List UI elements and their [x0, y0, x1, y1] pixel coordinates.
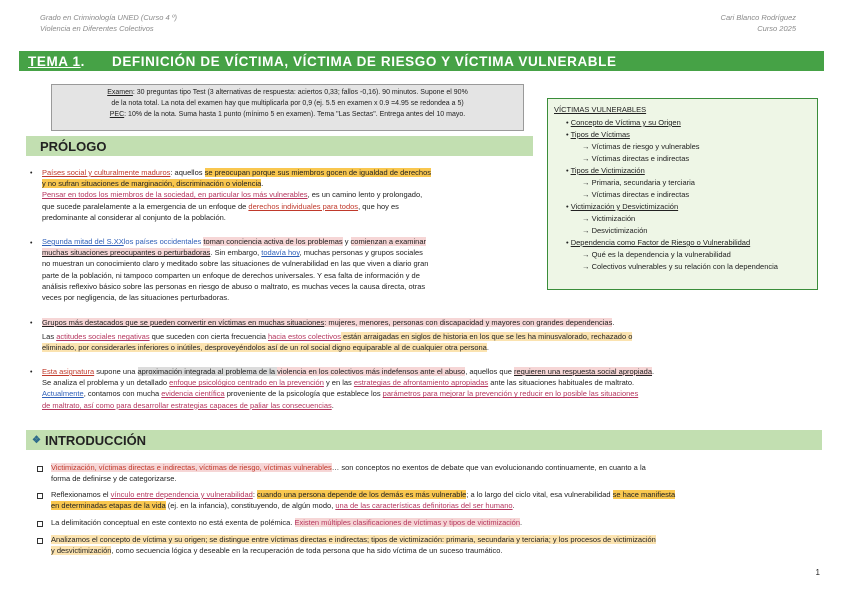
toc-subitem[interactable]: → Victimización	[582, 214, 636, 223]
exam-line-3: : 10% de la nota. Suma hasta 1 punto (mínimo 5 en examen). Tema "Las Sectas". Entrega antes del 10 mayo.	[124, 111, 466, 118]
exam-line-2: de la nota total. La nota del examen hay que multiplicarla por 0,9 (ej. 5.5 en examen x 0.9 =4.95 se redondea a 5)	[111, 100, 464, 107]
toc-item[interactable]: • Dependencia como Factor de Riesgo o Vulnerabilidad	[566, 238, 751, 247]
prologo-paragraph-2: Segunda mitad del S.XXlos países occidentales toman conciencia activa de los problemas y comienzan a examinar muchas situaciones preocupantes o perturbadoras. Sin embargo, todavía hoy, muchas personas y grupos sociales no muestran un conocimiento claro y meditado sobre las situaciones de vulnerabilidad en las que viven a diario gran parte de la población, ni tampoco comparten un enfoque de derechos universales. Y esa falta de información y de análisis reflexivo básico sobre las personas en riesgo de abuso o maltrato, es muchas veces la causa directa, otras veces por negligencia, de las situaciones perturbadoras.	[42, 237, 429, 303]
topic-title: DEFINICIÓN DE VÍCTIMA, VÍCTIMA DE RIESGO Y VÍCTIMA VULNERABLE	[111, 53, 617, 69]
square-bullet-icon	[37, 466, 43, 472]
section-heading-prologo: PRÓLOGO	[26, 136, 533, 156]
topic-title-bar	[19, 51, 824, 71]
square-bullet-icon	[37, 493, 43, 499]
toc-subitem[interactable]: → Qué es la dependencia y la vulnerabilidad	[582, 250, 731, 259]
subject-name: Violencia en Diferentes Colectivos	[40, 24, 154, 33]
bullet-dot: •	[30, 240, 33, 247]
toc-subitem[interactable]: → Víctimas de riesgo y vulnerables	[582, 142, 700, 151]
page-number: 1	[815, 568, 820, 577]
topic-dot: .	[80, 53, 85, 69]
square-bullet-icon	[37, 538, 43, 544]
toc-title: VÍCTIMAS VULNERABLES	[554, 105, 647, 114]
square-bullet-icon	[37, 521, 43, 527]
exam-label: Examen	[107, 89, 133, 96]
header-right	[721, 12, 796, 34]
toc-item[interactable]: • Victimización y Desvictimización	[566, 202, 679, 211]
diamond-bullet-icon: ❖	[32, 434, 41, 446]
toc-item[interactable]: • Tipos de Victimización	[566, 166, 645, 175]
table-of-contents	[547, 98, 818, 290]
intro-item-1: Victimización, víctimas directas e indirectas, víctimas de riesgo, víctimas vulnerables… son conceptos no exentos de debate que van evolucionando continuamente, en cuanto a la forma de definirse y de categorizarse.	[51, 463, 646, 484]
prologo-paragraph-4: Esta asignatura supone una aproximación integrada al problema de la violencia en los colectivos más indefensos ante el abuso, aquellos que requieren una respuesta social apropiada. Se analiza el problema y un detallado enfoque psicológico centrado en la prevención y en las estrategias de afrontamiento apropiadas ante las situaciones habituales de maltrato. Actualmente, contamos con mucha evidencia científica proveniente de la psicología que establece los parámetros para mejorar la prevención y reducir en lo posible las situaciones de maltrato, así como para desarrollar estrategias capaces de paliar las consecuencias.	[42, 367, 655, 410]
section-heading-introduccion: ❖ INTRODUCCIÓN	[26, 430, 822, 450]
intro-item-2: Reflexionamos el vínculo entre dependencia y vulnerabilidad: cuando una persona depende de los demás es más vulnerable; a lo largo del ciclo vital, esa vulnerabilidad se hace manifiesta en determinadas etapas de la vida (ej. en la infancia), constituyendo, de algún modo, una de las características definitorias del ser humano.	[51, 490, 676, 511]
header-left	[40, 12, 177, 34]
toc-item[interactable]: • Tipos de Víctimas	[566, 130, 630, 139]
toc-subitem[interactable]: → Primaria, secundaria y terciaria	[582, 178, 695, 187]
prologo-paragraph-3: Grupos más destacados que se pueden convertir en víctimas en muchas situaciones: mujeres, menores, personas con discapacidad y mayores con grandes dependencias. Las actitudes sociales negativas que suceden con cierta frecuencia hacia estos colectivos están arraigadas en siglos de historia en los que se les ha minusvalorado, rechazado o eliminado, por considerarles inferiores o inútiles, desproveyéndolos así de un rol social digno equiparable al de cualquier otra persona.	[42, 318, 633, 353]
course-name: Grado en Criminología UNED (Curso 4 º)	[40, 13, 177, 22]
bullet-dot: •	[30, 320, 33, 327]
toc-item[interactable]: • Concepto de Víctima y su Origen	[566, 118, 681, 127]
toc-subitem[interactable]: → Desvictimización	[582, 226, 648, 235]
exam-line-1: : 30 preguntas tipo Test (3 alternativas de respuesta: aciertos 0,33; fallos -0,16). 90 minutos. Supone el 90%	[132, 89, 468, 96]
topic-number: TEMA 1	[28, 53, 81, 69]
pec-label: PEC	[109, 111, 125, 118]
toc-subitem[interactable]: → Víctimas directas e indirectas	[582, 190, 690, 199]
bullet-dot: •	[30, 170, 33, 177]
toc-subitem[interactable]: → Colectivos vulnerables y su relación con la dependencia	[582, 262, 778, 271]
prologo-paragraph-1: Países social y culturalmente maduros: aquellos se preocupan porque sus miembros gocen de igualdad de derechos y no sufran situaciones de marginación, discriminación o violencia. Pensar en todos los miembros de la sociedad, en particular los más vulnerables, es un camino lento y prolongado, que sucede paralelamente a la emergencia de un enfoque de derechos individuales para todos, que hoy es predominante al considerar al conjunto de la población.	[42, 168, 431, 222]
author-name: Cari Blanco Rodríguez	[720, 13, 796, 22]
toc-subitem[interactable]: → Víctimas directas e indirectas	[582, 154, 690, 163]
course-year: Curso 2025	[757, 24, 796, 33]
bullet-dot: •	[30, 369, 33, 376]
intro-item-4: Analizamos el concepto de víctima y su origen; se distingue entre víctimas directas e indirectas; tipos de victimización: primaria, secundaria y terciaria; y los procesos de victimización y desvictimización, como secuencia lógica y deseable en la recuperación de toda persona que ha sido víctima de un suceso traumático.	[51, 535, 656, 556]
exam-info-box	[51, 84, 524, 131]
intro-item-3: La delimitación conceptual en este contexto no está exenta de polémica. Existen múltiples clasificaciones de víctimas y tipos de victimización.	[51, 518, 523, 527]
